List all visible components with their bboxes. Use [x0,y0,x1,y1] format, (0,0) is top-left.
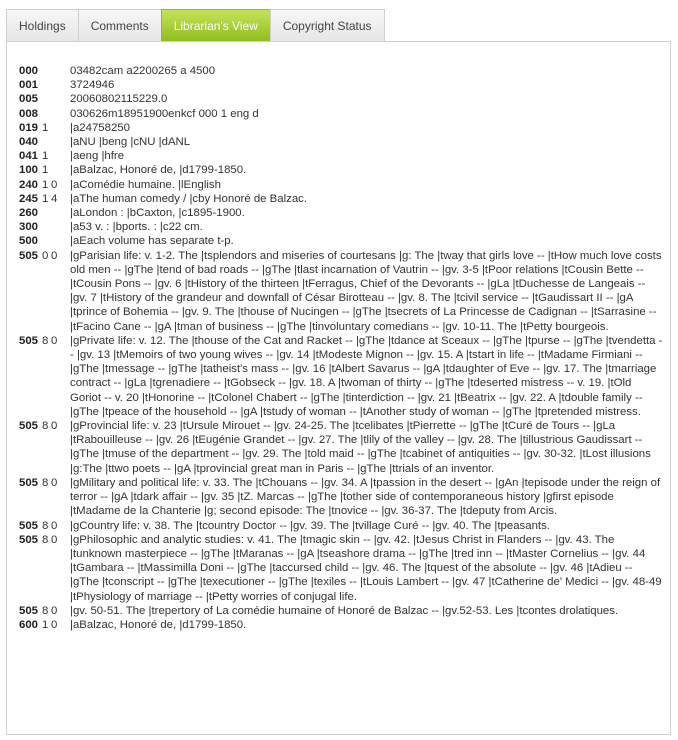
marc-indicators [42,206,70,220]
marc-tag: 505 [19,476,39,489]
marc-field-505 [19,604,664,618]
tab-copyright-status[interactable]: Copyright Status [270,9,385,42]
marc-value: |aThe human comedy / |cby Honoré de Balzac. [70,192,308,205]
marc-indicator-1: 1 [42,121,49,134]
marc-tag: 500 [19,235,39,248]
marc-indicator-2: 0 [51,604,58,617]
marc-value: |gParisian life: v. 1-2. The |tsplendors and miseries of courtesans |g: The |tway that girls love -- |tHow much love costs old men -- |gThe |tend of bad roads -- |gThe |tlast incarnation of Vautrin -- |gv. 3-5 |tPoor relations |tCousin Bette -- |tCousin Pons -- |gv. 6 |tHistory of the thirteen |tFerragus, Chief of the Devorants -- |gLa |tDuchesse de Langeais -- |gv. 7 |tHistory of the grandeur and downfall of César Birotteau -- |gv. 8. The |tcivil service -- |tGaudissart II -- |gA |tprince of Bohemia -- |gv. 9. The |thouse of Nucingen -- |gThe |tsecrets of La Princesse de Cadignan -- |tSarrasine -- |tFacino Cane -- |gA |tman of business -- |gThe |tinvoluntary comedians -- |gv. 10-11. The |tPetty bourgeois. [70,249,662,333]
tab-comments[interactable]: Comments [78,9,162,42]
marc-tag: 001 [19,79,39,92]
marc-field-001 [19,78,664,92]
marc-indicators [42,192,70,206]
marc-field-500 [19,234,664,248]
marc-indicators [42,419,70,476]
marc-indicator-2: 0 [51,618,58,631]
marc-indicator-1: 8 [42,519,49,532]
marc-value: 20060802115229.0 [70,93,168,106]
marc-tag: 100 [19,164,39,177]
marc-value: |aEach volume has separate t-p. [70,235,234,248]
marc-indicator-1: 8 [42,476,49,489]
marc-field-505 [19,519,664,533]
marc-indicators [42,220,70,234]
marc-indicator-1: 1 [42,164,49,177]
marc-tag: 245 [19,192,39,205]
marc-indicator-2: 0 [51,249,58,262]
tab-librarians-view[interactable]: Librarian's View [161,9,271,42]
marc-value: |aNU |beng |cNU |dANL [70,136,191,149]
marc-indicator-2: 0 [51,334,58,347]
marc-tag: 505 [19,420,39,433]
marc-field-040 [19,135,664,149]
marc-field-505 [19,533,664,604]
marc-field-100 [19,163,664,177]
marc-indicators [42,121,70,135]
marc-indicators [42,618,70,632]
marc-value: |gMilitary and political life: v. 33. The |tChouans -- |gv. 34. A |tpassion in the desert -- |gAn |tepisode under the reign of terror -- |gA |tdark affair -- |gv. 35 |tZ. Marcas -- |gThe |tother side of contemporaneous history |gfirst episode |tMadame de la Chanterie |g; second episode: The |tnovice -- |gv. 36-37. The |tdeputy from Arcis. [70,476,661,518]
marc-value: |gCountry life: v. 38. The |tcountry Doctor -- |gv. 39. The |tvillage Curé -- |gv. 40. The |tpeasants. [70,519,550,532]
marc-field-600 [19,618,664,632]
marc-value: |gPhilosophic and analytic studies: v. 41. The |tmagic skin -- |gv. 42. |tJesus Christ in Flanders -- |gv. 43. The |tunknown masterpiece -- |gThe |tMaranas -- |gA |tseashore drama -- |gThe |tred inn -- |tMaster Cornelius -- |gv. 44 |tGambara -- |tMassimilla Doni -- |gThe |taccursed child -- |gv. 46. The |tquest of the absolute -- |gv. 46 |tAdieu -- |gThe |tconscript -- |gThe |texecutioner -- |gThe |texiles -- |tLouis Lambert -- |gv. 47 |tCatherine de' Medici -- |gv. 48-49 |tPhysiology of marriage -- |tPetty worries of conjugal life. [70,533,662,603]
marc-indicators [42,334,70,419]
marc-indicators [42,149,70,163]
marc-field-505 [19,334,664,419]
marc-field-505 [19,249,664,334]
marc-tag: 505 [19,533,39,546]
marc-indicators [42,178,70,192]
marc-indicator-1: 8 [42,604,49,617]
marc-indicators [42,92,70,106]
marc-indicator-1: 0 [42,249,49,262]
marc-tag: 505 [19,249,39,262]
marc-field-260 [19,206,664,220]
marc-indicators [42,519,70,533]
marc-tag: 505 [19,334,39,347]
marc-field-240 [19,178,664,192]
marc-field-505 [19,419,664,476]
marc-indicator-2: 0 [51,533,58,546]
marc-indicators [42,163,70,177]
marc-indicators [42,533,70,604]
marc-value: |aLondon : |bCaxton, |c1895-1900. [70,207,245,220]
marc-tag: 019 [19,121,39,134]
marc-indicator-1: 1 [42,178,49,191]
marc-indicators [42,604,70,618]
marc-value: |aComédie humaine. |lEnglish [70,178,221,191]
marc-indicators [42,476,70,519]
marc-field-008 [19,107,664,121]
marc-tag: 000 [19,65,39,77]
marc-indicator-2: 0 [51,178,58,191]
marc-value: |gProvincial life: v. 23 |tUrsule Mirouet -- |gv. 24-25. The |tcelibates |tPierrette -- |gThe |tCuré de Tours -- |gLa |tRabouilleuse -- |gv. 26 |tEugénie Grandet -- |gv. 27. The |tlily of the valley -- |gv. 28. The |tillustrious Gaudissart -- |gThe |tmuse of the department -- |gv. 29. The |told maid -- |gThe |tcabinet of antiquities -- |gv. 30-32. |tLost illusions |g:The |ttwo poets -- |gA |tprovincial great man in Paris -- |gThe |ttrials of an inventor. [70,420,651,475]
marc-tag: 600 [19,618,39,631]
marc-indicator-2: 4 [51,192,58,205]
marc-indicator-2: 0 [51,476,58,489]
marc-value: |aBalzac, Honoré de, |d1799-1850. [70,164,247,177]
marc-value: 030626m18951900enkcf 000 1 eng d [70,107,259,120]
marc-field-300 [19,220,664,234]
tab-holdings[interactable]: Holdings [6,9,79,42]
marc-tag: 260 [19,207,39,220]
marc-value: |aeng |hfre [70,150,125,163]
marc-tag: 041 [19,150,39,163]
marc-indicator-2: 0 [51,519,58,532]
marc-field-019 [19,121,664,135]
marc-field-000 [19,64,664,78]
marc-record [19,64,664,632]
marc-tag: 505 [19,604,39,617]
marc-tag: 240 [19,178,39,191]
marc-indicator-1: 8 [42,334,49,347]
marc-value: |gPrivate life: v. 12. The |thouse of the Cat and Racket -- |gThe |tdance at Sceaux -- |gThe |tpurse -- |gThe |tvendetta -- |gv. 13 |tMemoirs of two young wives -- |gv. 14 |tModeste Mignon -- |gv. 15. A |tstart in life -- |tMadame Firmiani -- |gThe |tmessage -- |gThe |tatheist's mass -- |gv. 16 |tAlbert Savarus -- |gA |tdaughter of Eve -- |gv. 17. The |tmarriage contract -- |gLa |tgrenadiere -- |tGobseck -- |gv. 18. A |twoman of thirty -- |gThe |tdeserted mistress -- v. 19. |tOld Goriot -- v. 20 |tHonorine -- |tColonel Chabert -- |gThe |tinterdiction -- |gv. 21 |tBeatrix -- |gv. 22. A |tdouble family -- |gThe |tpeace of the household -- |gA |tstudy of woman -- |tAnother study of woman -- |gThe |tpretended mistress. [70,334,663,418]
marc-tag: 040 [19,136,39,149]
marc-indicators [42,107,70,121]
marc-value: |aBalzac, Honoré de, |d1799-1850. [70,618,247,631]
marc-indicator-1: 8 [42,420,49,433]
marc-tag: 300 [19,221,39,234]
marc-tag: 008 [19,107,39,120]
marc-indicator-1: 1 [42,150,49,163]
marc-value: |gv. 50-51. The |trepertory of La comédie humaine of Honoré de Balzac -- |gv.52-53. Les |tcontes drolatiques. [70,604,619,617]
marc-indicator-1: 1 [42,192,49,205]
marc-indicators [42,234,70,248]
marc-field-005 [19,92,664,106]
marc-indicator-1: 8 [42,533,49,546]
marc-value: |a24758250 [70,121,130,134]
marc-indicator-2: 0 [51,420,58,433]
marc-field-505 [19,476,664,519]
marc-indicators [42,135,70,149]
marc-field-245 [19,192,664,206]
marc-value: 03482cam a2200265 a 4500 [70,65,216,77]
marc-tag: 005 [19,93,39,106]
marc-indicators [42,249,70,334]
marc-value: 3724946 [70,79,115,92]
marc-indicators [42,78,70,92]
marc-tag: 505 [19,519,39,532]
marc-indicator-1: 1 [42,618,49,631]
librarians-view-panel [6,41,671,735]
tab-bar [6,9,384,42]
marc-value: |a53 v. : |bports. : |c22 cm. [70,221,203,234]
marc-field-041 [19,149,664,163]
marc-indicators [42,64,70,78]
